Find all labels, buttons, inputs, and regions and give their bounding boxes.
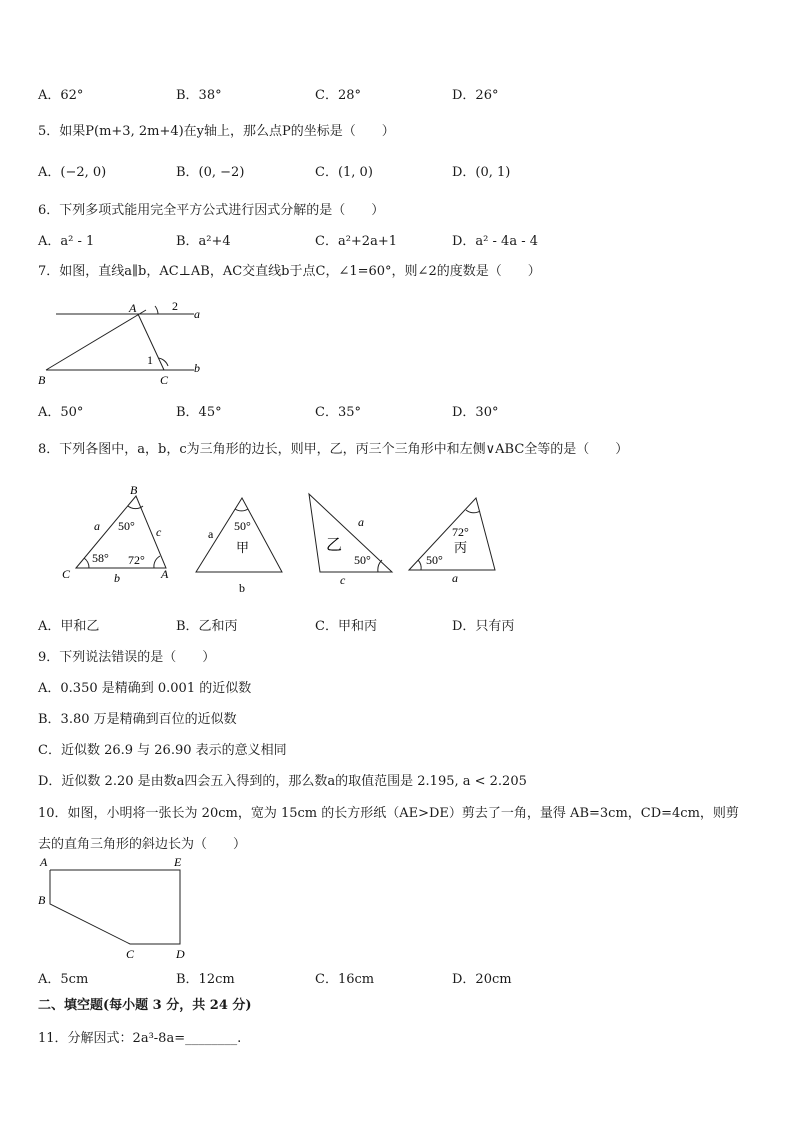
q10-option-b: B．12cm [176,972,235,987]
q6-option-a: A．a² - 1 [38,234,95,249]
q5-stem: 5．如果P(m+3, 2m+4)在y轴上，那么点P的坐标是（ ） [38,124,395,139]
q9-stem: 9．下列说法错误的是（ ） [38,650,216,665]
yi-side-a: a [358,515,364,529]
label-b: b [194,361,200,375]
q9-option-a: A．0.350 是精确到 0.001 的近似数 [38,681,252,696]
q7-option-c: C．35° [315,405,361,420]
jia-angle: 50° [234,519,251,533]
q7-option-d: D．30° [452,405,499,420]
abc-label-C: C [62,567,71,581]
bing-side-a: a [452,571,458,585]
q5-option-c: C．(1, 0) [315,165,373,180]
jia-name: 甲 [236,540,250,555]
q11-stem: 11．分解因式：2a³-8a=________. [38,1031,242,1046]
q4-option-b: B．38° [176,88,222,103]
label-2: 2 [172,299,178,313]
bing-name: 丙 [454,540,468,555]
q8-stem: 8．下列各图中，a，b，c为三角形的边长，则甲，乙，丙三个三角形中和左侧∨ABC全等的是（ ） [38,442,629,457]
jia-side-a: a [208,527,214,541]
q6-option-d: D．a² - 4a - 4 [452,234,538,249]
section-2-heading: 二、填空题(每小题 3 分，共 24 分) [38,998,252,1013]
q4-option-a: A．62° [38,88,84,103]
q8-option-a: A．甲和乙 [38,619,100,634]
abc-angle-C: 58° [92,551,109,565]
segment-ba [46,310,146,370]
q10-stem-line2: 去的直角三角形的斜边长为（ ） [38,837,247,852]
q7-stem: 7．如图，直线a∥b，AC⊥AB，AC交直线b于点C，∠1=60°，则∠2的度数是（ ） [38,264,541,279]
abc-side-c: c [156,525,162,539]
q7-option-b: B．45° [176,405,222,420]
q6-option-c: C．a²+2a+1 [315,234,397,249]
yi-name: 乙 [326,537,343,554]
abc-angle-B: 50° [118,519,135,533]
label-a: a [194,307,200,321]
bing-angle-left: 50° [426,553,443,567]
triangle-yi [309,494,392,587]
q4-option-c: C．28° [315,88,361,103]
label-B: B [38,373,46,387]
q8-option-d: D．只有丙 [452,619,515,634]
q10-option-c: C．16cm [315,972,375,987]
q5-option-b: B．(0, −2) [176,165,245,180]
label-C: C [160,373,169,387]
triangle-abc [62,483,169,585]
yi-angle: 50° [354,553,371,567]
q10-option-d: D．20cm [452,972,512,987]
q4-option-d: D．26° [452,88,499,103]
q10-option-a: A．5cm [38,972,89,987]
triangle-jia [196,498,282,595]
q8-figures [56,478,506,596]
cut-rectangle [50,870,180,944]
q9-option-b: B．3.80 万是精确到百位的近似数 [38,712,237,727]
abc-angle-A: 72° [128,553,145,567]
abc-label-A: A [161,567,169,581]
q5-option-d: D．(0, 1) [452,165,511,180]
abc-side-b: b [114,571,120,585]
triangle-bing [409,498,495,585]
abc-label-B: B [130,483,138,497]
bing-angle-top: 72° [452,525,469,539]
q7-option-a: A．50° [38,405,84,420]
label-E: E [174,855,182,869]
q9-option-c: C．近似数 26.9 与 26.90 表示的意义相同 [38,743,287,758]
label-A: A [129,301,137,315]
yi-side-c: c [340,573,346,587]
label-A: A [40,855,48,869]
q8-option-b: B．乙和丙 [176,619,238,634]
label-1: 1 [147,353,153,367]
q10-figure [34,852,194,962]
q9-option-d: D．近似数 2.20 是由数a四会五入得到的，那么数a的取值范围是 2.195, a < 2.205 [38,774,527,789]
label-B: B [38,893,46,907]
q10-stem-line1: 10．如图，小明将一张长为 20cm，宽为 15cm 的长方形纸（AE>DE）剪去了一角，量得 AB=3cm，CD=4cm，则剪 [38,806,739,821]
q8-option-c: C．甲和丙 [315,619,377,634]
q5-option-a: A．(−2, 0) [38,165,107,180]
angle-2-arc [155,306,158,314]
q6-stem: 6．下列多项式能用完全平方公式进行因式分解的是（ ） [38,203,385,218]
abc-side-a: a [94,519,100,533]
jia-side-b: b [239,581,245,595]
q6-option-b: B．a²+4 [176,234,231,249]
label-C: C [126,947,135,961]
label-D: D [176,947,185,961]
q7-figure [34,292,224,392]
